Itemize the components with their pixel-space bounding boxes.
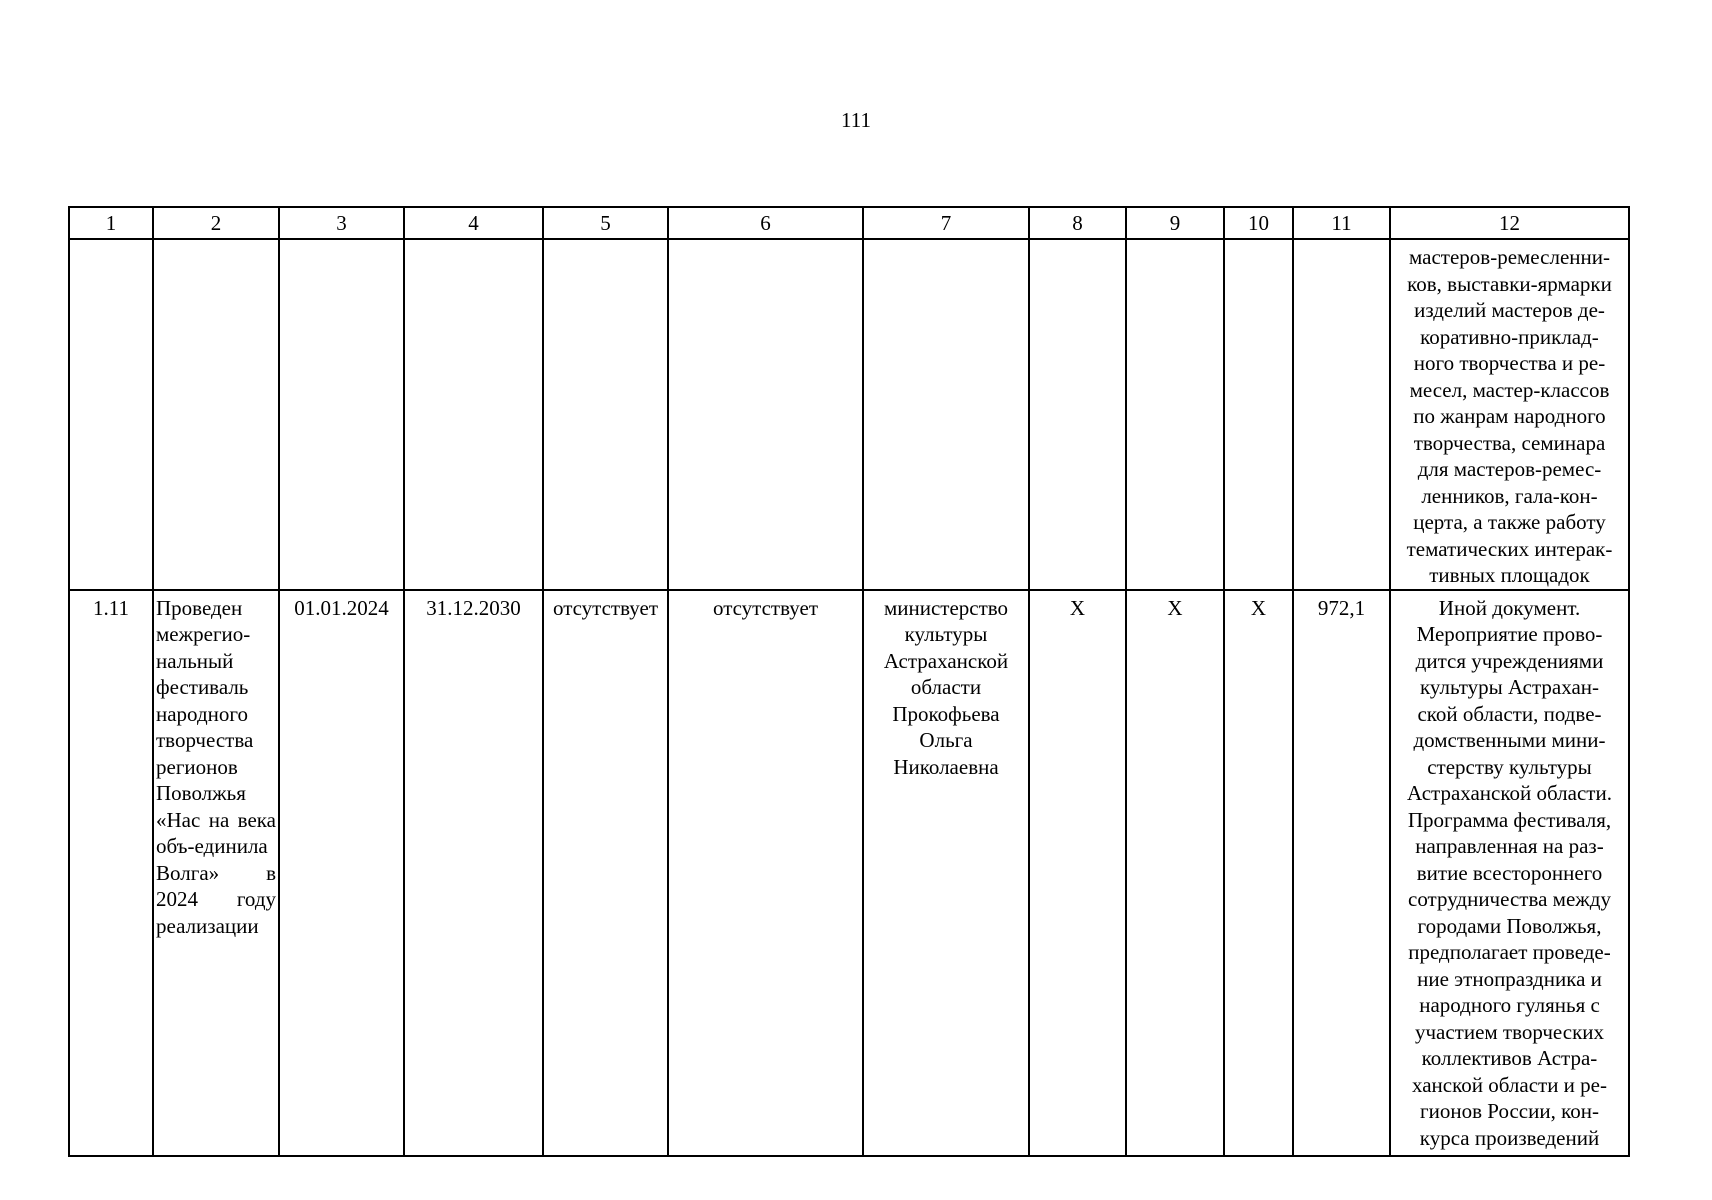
cell-responsible: министерство культуры Астраханской области Прокофьева Ольга Николаевна (863, 590, 1029, 1156)
column-header-3: 3 (279, 207, 404, 239)
column-header-7: 7 (863, 207, 1029, 239)
column-header-8: 8 (1029, 207, 1126, 239)
cell-col9 (1126, 239, 1224, 590)
cell-number: 1.11 (69, 590, 153, 1156)
cell-end-date (404, 239, 543, 590)
header-row (69, 207, 1629, 239)
column-header-12: 12 (1390, 207, 1629, 239)
cell-start-date (279, 239, 404, 590)
cell-end-date: 31.12.2030 (404, 590, 543, 1156)
table-row-continuation (69, 239, 1629, 590)
table-row-1-11 (69, 590, 1629, 1156)
cell-col9: X (1126, 590, 1224, 1156)
column-header-2: 2 (153, 207, 279, 239)
page-number: 111 (841, 108, 871, 132)
column-header-6: 6 (668, 207, 863, 239)
program-table (68, 206, 1630, 1157)
cell-notes: Иной документ. Мероприятие прово- дится учреждениями культуры Астрахан- ской области, подве- домственными мини- стерству культуры Астраханской области. Программа фестиваля, направленная на раз- витие всестороннего сотрудничества между городами Поволжья, предполагает проведе- ние этнопраздника и народного гулянья с участием творческих коллективов Астра- ханской области и ре- гионов России, кон- курса произведений (1390, 590, 1629, 1156)
cell-amount: 972,1 (1293, 590, 1390, 1156)
cell-responsible (863, 239, 1029, 590)
cell-notes: мастеров-ремесленни- ков, выставки-ярмарки изделий мастеров де- коративно-приклад- ного творчества и ре- месел, мастер-классов по жанрам народного творчества, семинара для мастеров-ремес- ленников, гала-кон- церта, а также работу тематических интерак- тивных площадок (1390, 239, 1629, 590)
column-header-5: 5 (543, 207, 668, 239)
cell-col8: X (1029, 590, 1126, 1156)
cell-col5: отсутствует (543, 590, 668, 1156)
cell-col6 (668, 239, 863, 590)
cell-amount (1293, 239, 1390, 590)
cell-start-date: 01.01.2024 (279, 590, 404, 1156)
cell-col5 (543, 239, 668, 590)
cell-result-name: Проведен межрегио-нальный фестиваль народного творчества регионов Поволжья «Нас на века объ-единила Волга» в 2024 году реализации (153, 590, 279, 1156)
cell-number (69, 239, 153, 590)
cell-result-name (153, 239, 279, 590)
cell-col8 (1029, 239, 1126, 590)
cell-col10: X (1224, 590, 1293, 1156)
column-header-10: 10 (1224, 207, 1293, 239)
column-header-11: 11 (1293, 207, 1390, 239)
cell-col10 (1224, 239, 1293, 590)
column-header-4: 4 (404, 207, 543, 239)
column-header-9: 9 (1126, 207, 1224, 239)
cell-col6: отсутствует (668, 590, 863, 1156)
column-header-1: 1 (69, 207, 153, 239)
